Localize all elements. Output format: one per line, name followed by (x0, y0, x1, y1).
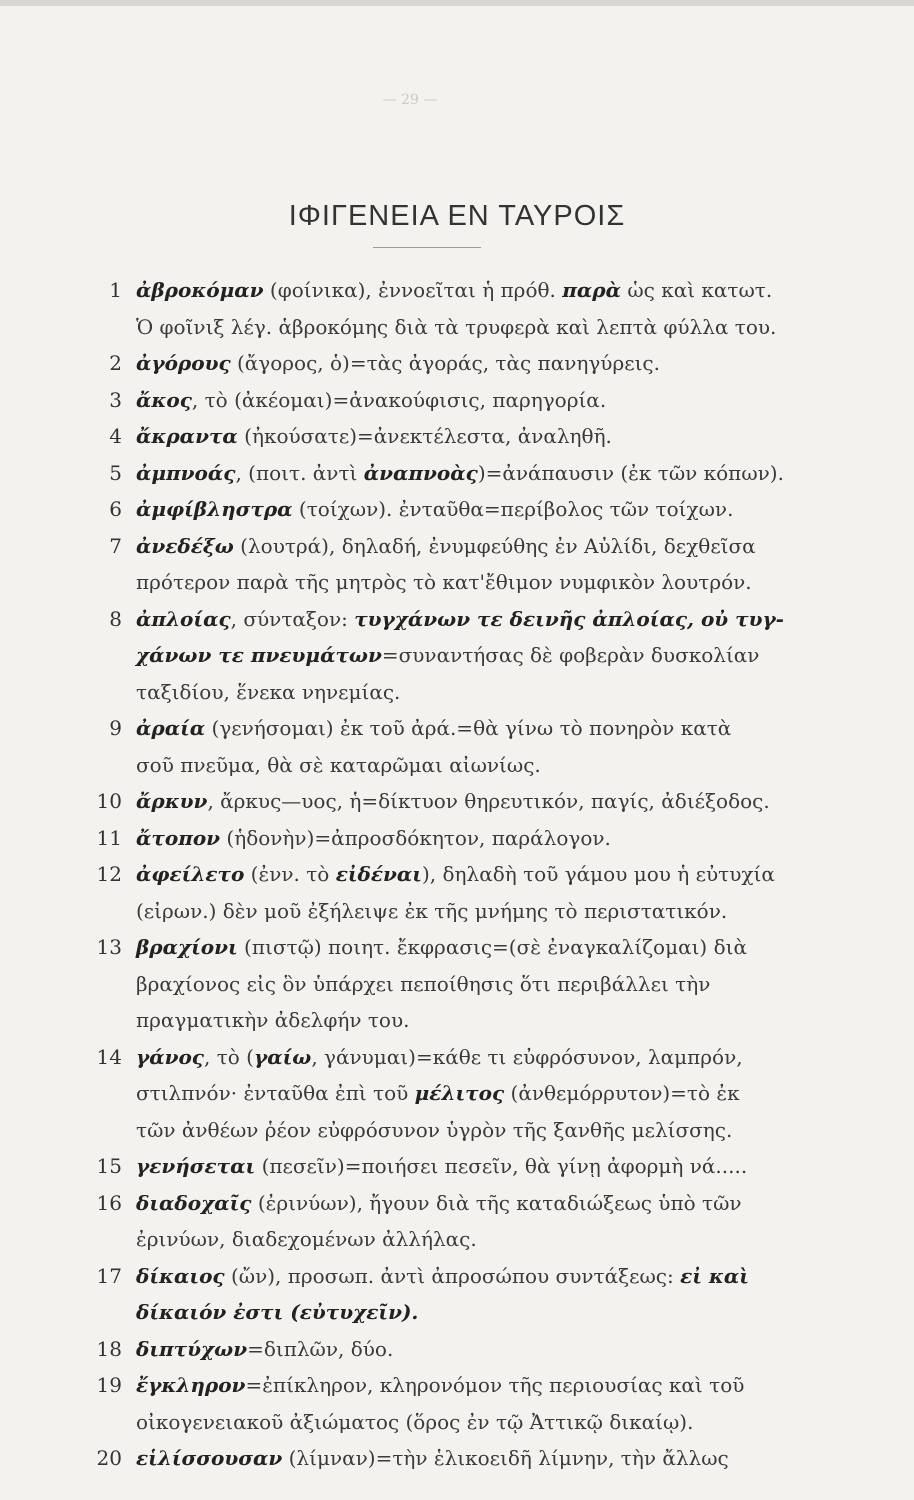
entry-number: 11 (96, 825, 122, 850)
entry-number: 6 (109, 497, 122, 521)
entry-text (136, 1221, 477, 1258)
gloss-text: (ἐνν. τὸ (244, 862, 336, 886)
gloss-text: (ἀνθεμόρρυτον)=τὸ ἐκ (504, 1081, 740, 1105)
gloss-text: (φοίνικα), ἐννοεῖται ἡ πρόθ. (263, 278, 563, 302)
headword: δίκαιος (136, 1263, 225, 1288)
entry-text (136, 674, 400, 711)
gloss-text: )=ἀνάπαυσιν (ἐκ τῶν κόπων). (477, 460, 784, 485)
gloss-text: , τὸ ( (204, 1044, 254, 1069)
gloss-text: =διπλῶν, δύο. (247, 1336, 394, 1361)
entry-text (136, 272, 772, 309)
glossary-line (0, 382, 914, 419)
entry-text (136, 1075, 740, 1112)
glossary-line (0, 1002, 914, 1039)
entry-text (136, 820, 611, 857)
glossary-line (0, 893, 914, 930)
entry-text (136, 710, 731, 747)
headword: ἀμφίβληστρα (136, 497, 293, 521)
headword: ἀραία (136, 716, 206, 740)
glossary-line (0, 1039, 914, 1076)
entry-text (136, 747, 541, 784)
gloss-text: =ἐπίκληρον, κληρονόμον τῆς περιουσίας καὶ τοῦ (245, 1373, 745, 1397)
gloss-text: , τὸ (ἀκέομαι)=ἀνακούφισις, παρηγορία. (191, 387, 607, 412)
gloss-text: (λίμναν)=τὴν ἑλικοειδῆ λίμνην, τὴν ἄλλως (282, 1446, 729, 1470)
entry-text (136, 1148, 747, 1185)
entry-text (136, 637, 759, 674)
entry-number: 12 (96, 862, 122, 886)
gloss-text: (ἡδονὴν)=ἀπροσδόκητον, παράλογον. (220, 825, 611, 850)
entry-text (136, 929, 747, 966)
glossary-line (0, 1075, 914, 1112)
entry-number: 9 (109, 716, 122, 740)
emphasis-text: παρὰ (562, 278, 621, 302)
gloss-text: βραχίονος εἰς ὃν ὑπάρχει πεποίθησις ὅτι περιβάλλει τὴν (136, 971, 711, 996)
headword: ἀπλοίας (136, 606, 231, 631)
gloss-text: (γενήσομαι) ἐκ τοῦ ἀρά.=θὰ γίνω τὸ πονηρὸν κατὰ (205, 716, 732, 740)
glossary-line (0, 637, 914, 674)
gloss-text: Ὁ φοῖνιξ λέγ. ἁβροκόμης διὰ τὰ τρυφερὰ καὶ λεπτὰ φύλλα του. (136, 314, 777, 339)
entry-text (136, 418, 612, 455)
entry-text (136, 309, 776, 346)
headword: ἀμπνοάς (136, 460, 236, 485)
emphasis-text: εἰδέναι (335, 862, 422, 886)
entry-text (136, 491, 733, 528)
gloss-text: , ἄρκυς—υος, ἡ=δίκτυον θηρευτικόν, παγίς, ἀδιέξοδος. (207, 789, 770, 813)
entry-text (136, 1185, 742, 1222)
glossary-line (0, 710, 914, 747)
entry-number: 13 (96, 935, 122, 959)
entry-text (136, 893, 727, 930)
gloss-text: , σύνταξον: (230, 606, 355, 631)
glossary-line (0, 528, 914, 565)
glossary-line (0, 820, 914, 857)
gloss-text: (πεσεῖν)=ποιήσει πεσεῖν, θὰ γίνῃ ἀφορμὴ νά..... (255, 1154, 748, 1178)
gloss-text: (ἠκούσατε)=ἀνεκτέλεστα, ἀναληθῆ. (237, 424, 612, 448)
emphasis-text: δίκαιόν ἐστι (εὐτυχεῖν). (136, 1300, 419, 1324)
page-number: — 29 — (382, 92, 438, 108)
entry-number: 2 (109, 351, 122, 375)
gloss-text: (εἰρων.) δὲν μοῦ ἐξήλειψε ἐκ τῆς μνήμης τὸ περιστατικόν. (136, 898, 728, 923)
entry-text (136, 382, 606, 419)
entry-text (136, 564, 752, 601)
glossary-line (0, 674, 914, 711)
headword: γενήσεται (136, 1154, 256, 1178)
glossary-line (0, 418, 914, 455)
gloss-text: (λουτρά), δηλαδή, ἐνυμφεύθης ἐν Αὐλίδι, δεχθεῖσα (233, 533, 756, 558)
entry-text (136, 345, 660, 382)
entry-text (136, 856, 775, 893)
emphasis-text: μέλιτος (414, 1081, 505, 1105)
page-top-edge (0, 0, 914, 6)
entry-text (136, 1258, 749, 1295)
glossary-line (0, 966, 914, 1003)
entry-number: 14 (96, 1044, 122, 1069)
entry-number: 17 (96, 1263, 122, 1288)
headword: ἀφείλετο (136, 862, 245, 886)
headword: ἀγόρους (136, 351, 231, 375)
gloss-text: ), δηλαδὴ τοῦ γάμου μου ἡ εὐτυχία (421, 862, 775, 886)
headword: ἀβροκόμαν (136, 278, 264, 302)
glossary-line (0, 1112, 914, 1149)
emphasis-text: χάνων τε πνευμάτων (136, 643, 382, 667)
gloss-text: ἐρινύων, διαδεχομένων ἀλλήλας. (136, 1227, 477, 1251)
entry-text (136, 1112, 732, 1149)
gloss-text: ταξιδίου, ἕνεκα νηνεμίας. (136, 679, 401, 704)
headword: ἄρκυν (136, 789, 208, 813)
gloss-text: πρότερον παρὰ τῆς μητρὸς τὸ κατ'ἔθιμον νυμφικὸν λουτρόν. (136, 570, 752, 594)
entry-number: 20 (96, 1446, 122, 1470)
entry-number: 10 (96, 789, 122, 813)
entry-text (136, 783, 770, 820)
gloss-text: , γάνυμαι)=κάθε τι εὐφρόσυνον, λαμπρόν, (311, 1044, 743, 1069)
glossary-line (0, 1221, 914, 1258)
entry-text (136, 1039, 743, 1076)
entry-text (136, 455, 784, 492)
gloss-text: οἰκογενειακοῦ ἀξιώματος (ὅρος ἐν τῷ Ἀττικῷ δικαίῳ). (136, 1409, 694, 1434)
emphasis-text: τυγχάνων τε δεινῆς ἀπλοίας, οὐ τυγ- (354, 606, 784, 631)
glossary-line (0, 455, 914, 492)
headword: ἄτοπον (136, 825, 221, 850)
emphasis-text: γαίω (253, 1044, 312, 1069)
glossary-line (0, 1185, 914, 1222)
entry-text (136, 1404, 693, 1441)
glossary-line (0, 345, 914, 382)
entry-text (136, 1294, 418, 1331)
headword: διπτύχων (136, 1336, 248, 1361)
glossary-line (0, 783, 914, 820)
gloss-text: σοῦ πνεῦμα, θὰ σὲ καταρῶμαι αἰωνίως. (136, 752, 541, 777)
headword: ἀνεδέξω (136, 533, 234, 558)
headword: ἄκος (136, 387, 192, 412)
gloss-text: , (ποιτ. ἀντὶ (235, 460, 364, 485)
headword: βραχίονι (136, 935, 238, 959)
gloss-text: (ἄγορος, ὁ)=τὰς ἀγοράς, τὰς πανηγύρεις. (230, 351, 660, 375)
headword: διαδοχαῖς (136, 1190, 252, 1215)
glossary-line (0, 491, 914, 528)
glossary-line (0, 564, 914, 601)
glossary-line (0, 601, 914, 638)
glossary-line (0, 1367, 914, 1404)
glossary-line (0, 929, 914, 966)
emphasis-text: εἰ καὶ (680, 1263, 749, 1288)
headword: ἔγκληρον (136, 1373, 246, 1397)
gloss-text: (τοίχων). ἐνταῦθα=περίβολος τῶν τοίχων. (292, 497, 734, 521)
entry-number: 7 (109, 533, 122, 558)
gloss-text: (πιστῷ) ποιητ. ἔκφρασις=(σὲ ἐναγκαλίζομαι) διὰ (237, 935, 747, 959)
page-title: ΙΦΙΓΕΝΕΙΑ ΕΝ ΤΑΥΡΟΙΣ (288, 200, 626, 232)
headword: εἱλίσσουσαν (136, 1446, 283, 1470)
gloss-text: =συναντήσας δὲ φοβερὰν δυσκολίαν (381, 643, 760, 667)
entry-number: 8 (109, 606, 122, 631)
glossary-line (0, 1404, 914, 1441)
gloss-text: (ὤν), προσωπ. ἀντὶ ἀπροσώπου συντάξεως: (224, 1263, 681, 1288)
glossary-line (0, 309, 914, 346)
glossary-line (0, 1258, 914, 1295)
headword: γάνος (136, 1044, 204, 1069)
gloss-text: (ἐρινύων), ἤγουν διὰ τῆς καταδιώξεως ὑπὸ τῶν (251, 1190, 742, 1215)
entry-number: 3 (109, 387, 122, 412)
entry-number: 16 (96, 1190, 122, 1215)
glossary-entries (0, 272, 914, 1477)
entry-number: 18 (96, 1336, 122, 1361)
entry-text (136, 528, 756, 565)
entry-text (136, 601, 784, 638)
emphasis-text: ἀναπνοὰς (363, 460, 478, 485)
entry-text (136, 1331, 393, 1368)
gloss-text: ὡς καὶ κατωτ. (620, 278, 773, 302)
glossary-line (0, 747, 914, 784)
entry-text (136, 1002, 409, 1039)
entry-number: 19 (96, 1373, 122, 1397)
gloss-text: πραγματικὴν ἀδελφήν του. (136, 1008, 410, 1032)
glossary-line (0, 272, 914, 309)
entry-number: 5 (109, 460, 122, 485)
glossary-line (0, 1294, 914, 1331)
title-divider (373, 247, 481, 248)
glossary-line (0, 1331, 914, 1368)
entry-text (136, 1367, 744, 1404)
glossary-line (0, 856, 914, 893)
entry-text (136, 1440, 729, 1477)
entry-text (136, 966, 710, 1003)
entry-number: 15 (96, 1154, 122, 1178)
gloss-text: στιλπνόν· ἐνταῦθα ἐπὶ τοῦ (136, 1081, 415, 1105)
glossary-line (0, 1440, 914, 1477)
headword: ἄκραντα (136, 424, 238, 448)
glossary-line (0, 1148, 914, 1185)
entry-number: 4 (109, 424, 122, 448)
entry-number: 1 (109, 278, 122, 302)
gloss-text: τῶν ἀνθέων ῥέον εὐφρόσυνον ὑγρὸν τῆς ξανθῆς μελίσσης. (136, 1117, 733, 1142)
